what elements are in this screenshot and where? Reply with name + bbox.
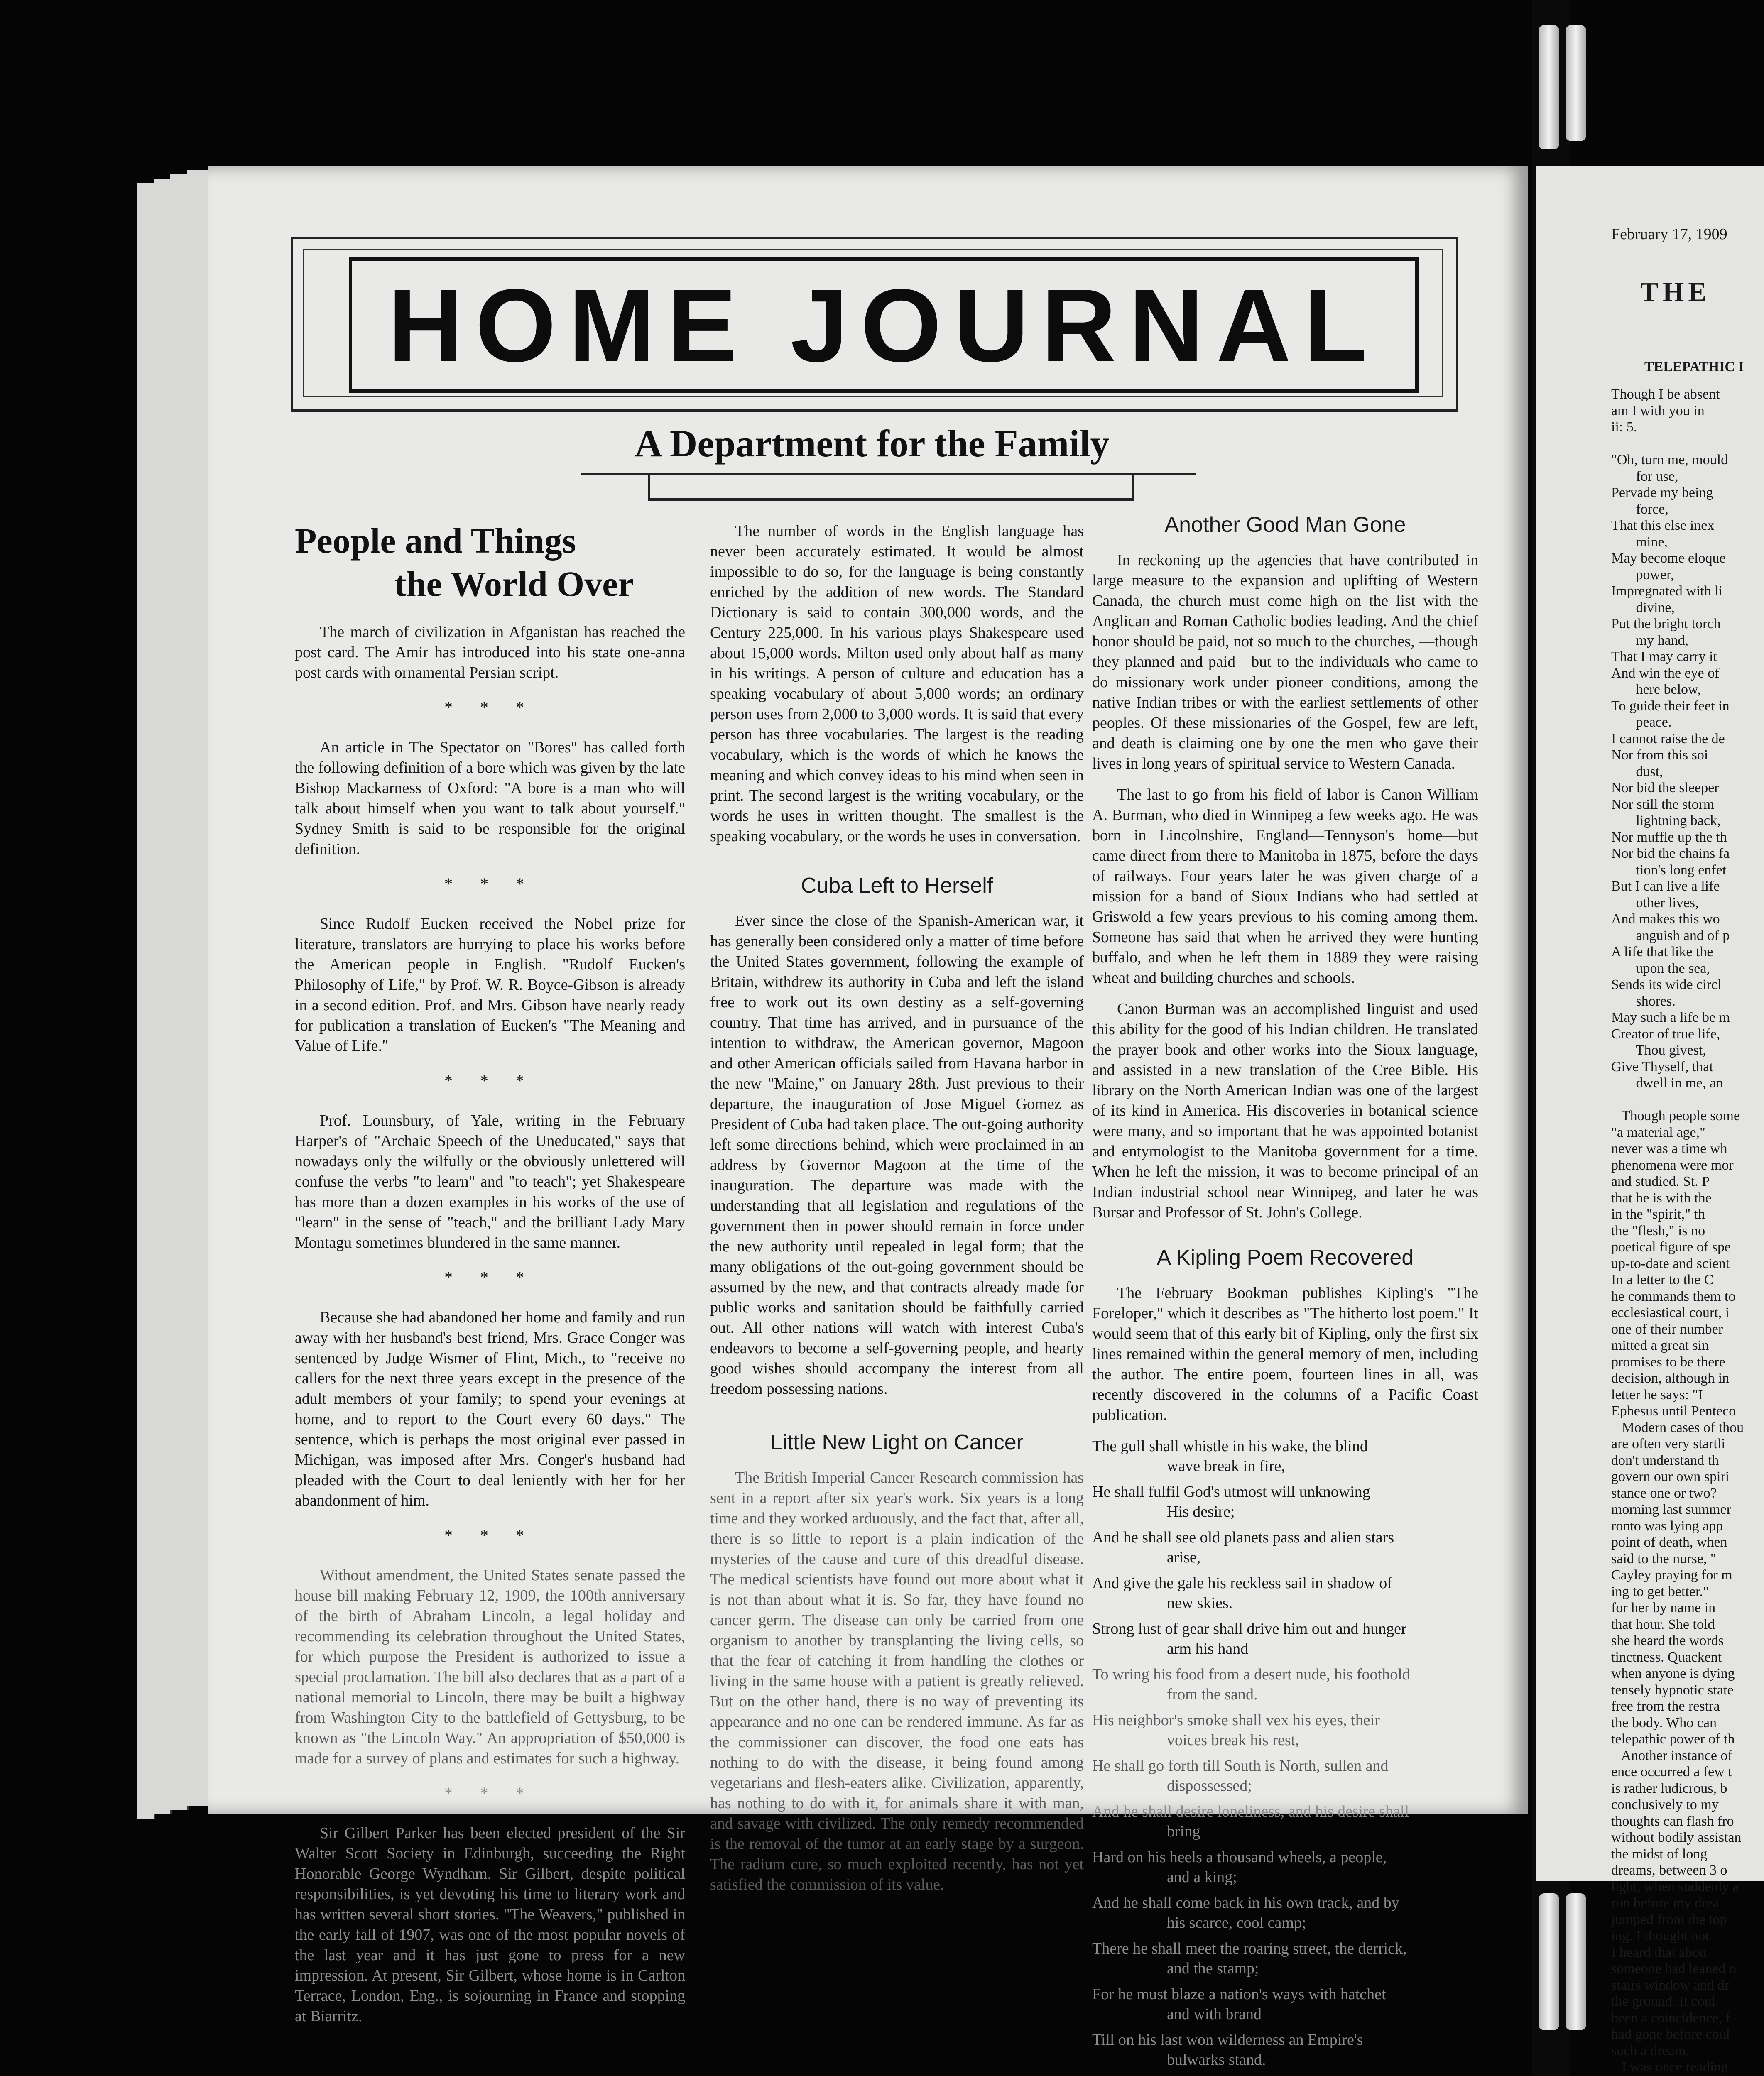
- next-page-line: I was once reading: [1611, 2059, 1728, 2075]
- next-page-line: I heard that abou: [1611, 1944, 1707, 1960]
- next-page-line: That this else inex: [1611, 518, 1715, 533]
- next-page-line: she heard the words: [1611, 1633, 1724, 1648]
- next-page-line: decision, although in: [1611, 1371, 1730, 1386]
- next-page-line: one of their number: [1611, 1321, 1723, 1337]
- next-page-line: telepathic power of th: [1611, 1731, 1735, 1747]
- next-page-line: ing to get better.": [1611, 1584, 1709, 1599]
- next-page-line: ing. I thought not: [1611, 1928, 1710, 1944]
- section-heading: [295, 519, 685, 605]
- poem-stanza-line: [1092, 1756, 1478, 1796]
- next-page-line: morning last summer: [1611, 1502, 1731, 1517]
- next-page-line: point of death, when: [1611, 1535, 1727, 1550]
- next-page-line: without bodily assistan: [1611, 1830, 1742, 1845]
- next-page-line: promises to be there: [1611, 1354, 1725, 1370]
- next-page-line: the midst of long: [1611, 1846, 1708, 1862]
- next-page-line: is rather ludicrous, b: [1611, 1780, 1727, 1796]
- poem-stanza-line: [1092, 1528, 1478, 1567]
- next-page-line: dwell in me, an: [1611, 1075, 1723, 1091]
- column-people-and-things: [295, 519, 685, 2037]
- next-page-line: peace.: [1611, 715, 1672, 730]
- next-page-line: Give Thyself, that: [1611, 1059, 1713, 1075]
- next-page-line: govern our own spiri: [1611, 1469, 1730, 1484]
- next-page-line: ronto was lying app: [1611, 1518, 1723, 1534]
- next-page-line: Ephesus until Penteco: [1611, 1403, 1736, 1419]
- next-page-line: I cannot raise the de: [1611, 731, 1725, 747]
- next-page-line: never was a time wh: [1611, 1141, 1727, 1156]
- next-page-line: Modern cases of thou: [1611, 1420, 1744, 1435]
- separator-stars: * * *: [444, 1268, 536, 1287]
- poem-line: And give the gale his reckless sail in shadow of: [1092, 1574, 1392, 1592]
- next-page-line: here below,: [1611, 682, 1701, 697]
- poem-line-continued: and the stamp;: [1167, 1960, 1259, 1977]
- next-page-line: Cayley praying for m: [1611, 1567, 1732, 1583]
- page-stack-edge: [154, 179, 172, 1814]
- poem-line-continued: from the sand.: [1167, 1686, 1258, 1703]
- section-heading-burman: Another Good Man Gone: [1164, 513, 1406, 537]
- paragraph: In reckoning up the agencies that have contributed in large measure to the expansion and uplifting of Western Canada, the church must come high on the list with the Anglican and Roman Catholic bodies leading. And the chief honor should be paid, not so much to the churches, —though they planned and paid—but to the individuals who came to do missionary work under pioneer conditions, among the native Indian tribes or with the earliest settlements of other peoples. Of these missionaries of the Gospel, few are left, and death is claiming one by one the men who gave their lives in long years of spiritual service to Western Canada.: [1092, 551, 1478, 772]
- paragraph: Prof. Lounsbury, of Yale, writing in the February Harper's of "Archaic Speech of the Uneducated," says that nowadays only the wilfully or the obviously unlettered will confuse the verbs "to learn" and "to teach"; yet Shakespeare has more than a dozen examples in his works of the use of "learn" in the sense of "teach," and the brilliant Lady Mary Montagu sometimes blundered in the same manner.: [295, 1112, 685, 1251]
- next-page-line: [1611, 436, 1744, 452]
- next-page-line: poetical figure of spe: [1611, 1239, 1731, 1255]
- separator-stars: * * *: [444, 1526, 536, 1545]
- poem-stanza-line: [1092, 1984, 1478, 2024]
- next-page-heading: THE: [1640, 277, 1711, 307]
- next-page-line: "Oh, turn me, mould: [1611, 452, 1728, 468]
- page-stack-edge: [187, 170, 209, 1806]
- poem-line: For he must blaze a nation's ways with hatchet: [1092, 1985, 1386, 2003]
- next-page-line: Creator of true life,: [1611, 1026, 1720, 1042]
- column-middle: [710, 521, 1084, 1906]
- next-page-line: don't understand th: [1611, 1452, 1719, 1468]
- next-page-line: Nor muffle up the th: [1611, 829, 1727, 845]
- next-page-line: conclusively to my: [1611, 1797, 1719, 1812]
- next-page-line: dust,: [1611, 764, 1663, 779]
- next-page-line: To guide their feet in: [1611, 698, 1730, 714]
- next-page-line: said to the nurse, ": [1611, 1551, 1716, 1567]
- next-page-line: Impregnated with li: [1611, 583, 1723, 599]
- next-page-line: phenomena were mor: [1611, 1157, 1734, 1173]
- poem-line: Hard on his heels a thousand wheels, a people,: [1092, 1848, 1387, 1866]
- next-page-line: Thou givest,: [1611, 1043, 1706, 1058]
- poem-line-continued: arise,: [1167, 1549, 1201, 1566]
- heading-line-1: People and Things: [295, 521, 576, 561]
- next-page-line: for use,: [1611, 468, 1678, 484]
- separator-stars: * * *: [444, 698, 536, 717]
- next-page-line: lightning back,: [1611, 813, 1721, 828]
- next-page-line: Another instance of: [1611, 1748, 1732, 1763]
- next-page-line: In a letter to the C: [1611, 1272, 1714, 1288]
- next-page-line: run before my drea: [1611, 1895, 1719, 1911]
- poem-line: There he shall meet the roaring street, the derrick,: [1092, 1940, 1407, 1957]
- separator-stars: * * *: [444, 1784, 536, 1802]
- poem-line-continued: arm his hand: [1167, 1640, 1249, 1657]
- next-page-line: for her by name in: [1611, 1600, 1716, 1616]
- next-page-line: the ground. It coul: [1611, 1994, 1716, 2009]
- paragraph: The British Imperial Cancer Research commission has sent in a report after six year's work. Six years is a long time and they worked arduously, and the fact that, after all, there is so little to report is a plain indication of the mysteries of the cause and cure of this dreadful disease. The medical scientists have found out more about what it is not than about what it is. So far, they have found no cancer germ. The disease can only be carried from one organism to another by transplanting the living cells, so that the fear of catching it from handling the clothes or living in the same house with a patient is greatly relieved. But on the other hand, there is no way of preventing its appearance and no one can be rendered immune. As far as the commissioner can discover, the food one eats has nothing to do with the disease, it being found among vegetarians and flesh-eaters alike. Civilization, apparently, has nothing to do with it, for animals share it with man, and savage with civilized. The only remedy recommended is the removal of the tumor at an early stage by a surgeon. The radium cure, so much exploited recently, has not yet satisfied the commission of its value.: [710, 1469, 1084, 1893]
- poem-line: Strong lust of gear shall drive him out and hunger: [1092, 1620, 1406, 1638]
- next-page-line: when anyone is dying: [1611, 1666, 1735, 1681]
- poem-line: The gull shall whistle in his wake, the blind: [1092, 1437, 1368, 1455]
- next-page-line: power,: [1611, 567, 1674, 583]
- next-page-line: such a dream.: [1611, 2043, 1689, 2059]
- page-stack-edge: [137, 183, 155, 1819]
- next-page-line: Nor still the storm: [1611, 796, 1715, 812]
- next-page-line: someone had leaned o: [1611, 1961, 1737, 1976]
- next-page-line: force,: [1611, 501, 1668, 517]
- next-page-line: tensely hypnotic state: [1611, 1682, 1734, 1698]
- next-page-line: May such a life be m: [1611, 1010, 1730, 1025]
- poem-line: His neighbor's smoke shall vex his eyes, their: [1092, 1711, 1380, 1729]
- next-page-line: stairs window and dr: [1611, 1977, 1730, 1993]
- poem-line: And he shall desire loneliness, and his desire shall: [1092, 1803, 1409, 1820]
- poem-line: He shall go forth till South is North, sullen and: [1092, 1757, 1389, 1775]
- next-page-line: tion's long enfet: [1611, 862, 1727, 878]
- column-right: [1092, 507, 1478, 2076]
- poem-line: Till on his last won wilderness an Empire's: [1092, 2031, 1363, 2049]
- next-page-line: "a material age,": [1611, 1124, 1705, 1140]
- poem-stanza-line: [1092, 1847, 1478, 1887]
- next-page-subheading: TELEPATHIC I: [1644, 359, 1744, 375]
- poem-line: To wring his food from a desert nude, his foothold: [1092, 1666, 1410, 1683]
- binding-clip: [1539, 25, 1559, 149]
- next-page-text: [1611, 386, 1744, 2076]
- next-page-line: other lives,: [1611, 895, 1699, 911]
- next-page-date: February 17, 1909: [1611, 225, 1727, 243]
- next-page-line: are often very startli: [1611, 1436, 1725, 1452]
- section-heading-cuba: Cuba Left to Herself: [801, 874, 993, 898]
- next-page-line: free from the restra: [1611, 1699, 1720, 1714]
- masthead-title: HOME JOURNAL: [388, 267, 1379, 383]
- poem-stanza-line: [1092, 1893, 1478, 1933]
- next-page-line: shores.: [1611, 993, 1676, 1009]
- next-page-line: the body. Who can: [1611, 1715, 1717, 1731]
- paragraph: The number of words in the English language has never been accurately estimated. It would be almost impossible to do so, for the language is being constantly enriched by the addition of new words. The Standard Dictionary is said to contain 300,000 words, and the Century 225,000. In his various plays Shakespeare used about 15,000 words. Milton used only about half as many in his writings. A person of culture and education has a speaking vocabulary of about 5,000 words; an ordinary person uses from 2,000 to 3,000 words. It is said that every person has three vocabularies. The largest is the reading vocabulary, which is the words of which he knows the meaning and which convey ideas to his mind when seen in print. The second largest is the writing vocabulary, or the words he uses in written thought. The smallest is the speaking vocabulary, or the words he uses in conversation.: [710, 522, 1084, 845]
- page-stack-edge: [170, 174, 189, 1810]
- next-page-line: And win the eye of: [1611, 665, 1720, 681]
- next-page-line: Though people some: [1611, 1108, 1740, 1124]
- next-page-line: May become eloque: [1611, 551, 1726, 566]
- paragraph: Since Rudolf Eucken received the Nobel prize for literature, translators are hurrying to place his works before the American people in English. "Rudolf Eucken's Philosophy of Life," by Prof. W. R. Boyce-Gibson is already in a second edition. Prof. and Mrs. Gibson have nearly ready for publication a translation of Eucken's "The Meaning and Value of Life.": [295, 915, 685, 1055]
- section-heading-cancer: Little New Light on Cancer: [770, 1430, 1024, 1454]
- next-page-line: light, when suddenly a: [1611, 1879, 1739, 1895]
- poem-stanza-line: [1092, 2030, 1478, 2070]
- next-page-line: he commands them to: [1611, 1288, 1736, 1304]
- poem-stanza-line: [1092, 1619, 1478, 1659]
- next-page-line: letter he says: "I: [1611, 1387, 1703, 1403]
- next-page-line: And makes this wo: [1611, 911, 1720, 927]
- poem-line-continued: new skies.: [1167, 1594, 1233, 1612]
- next-page-line: am I with you in: [1611, 403, 1705, 419]
- next-page-line: That I may carry it: [1611, 649, 1717, 664]
- poem-line-continued: dispossessed;: [1167, 1777, 1252, 1794]
- masthead-title-box: [349, 257, 1419, 393]
- next-page-line: Though I be absent: [1611, 387, 1720, 402]
- next-page-line: ecclesiastical court, i: [1611, 1305, 1730, 1320]
- poem-line-continued: bring: [1167, 1823, 1200, 1840]
- poem-stanza-line: [1092, 1710, 1478, 1750]
- next-page-line: [1611, 1092, 1744, 1108]
- next-page-line: Nor bid the sleeper: [1611, 780, 1719, 796]
- binding-clip: [1539, 1893, 1559, 2030]
- next-page-line: that hour. She told: [1611, 1616, 1715, 1632]
- next-page-line: and studied. St. P: [1611, 1174, 1710, 1189]
- poem-line-continued: wave break in fire,: [1167, 1457, 1285, 1475]
- next-page-line: divine,: [1611, 600, 1675, 615]
- next-page-line: that he is with the: [1611, 1190, 1712, 1206]
- kipling-poem: [1092, 1436, 1478, 2070]
- poem-line: And he shall come back in his own track, and by: [1092, 1894, 1399, 1912]
- poem-line-continued: his scarce, cool camp;: [1167, 1914, 1306, 1932]
- next-page-line: upon the sea,: [1611, 960, 1710, 976]
- poem-line-continued: and with brand: [1167, 2005, 1262, 2023]
- poem-line-continued: His desire;: [1167, 1503, 1235, 1520]
- next-page-line: Sends its wide circl: [1611, 977, 1722, 992]
- next-page-line: Nor bid the chains fa: [1611, 846, 1730, 861]
- next-page-line: thoughts can flash fro: [1611, 1813, 1734, 1829]
- section-heading-kipling: A Kipling Poem Recovered: [1156, 1246, 1414, 1270]
- poem-stanza-line: [1092, 1665, 1478, 1704]
- next-page-line: been a coincidence, f: [1611, 2010, 1730, 2026]
- masthead-subtitle: A Department for the Family: [635, 422, 1110, 465]
- next-page-line: stance one or two?: [1611, 1485, 1717, 1501]
- next-page-line: mitted a great sin: [1611, 1338, 1709, 1353]
- next-page-line: the "flesh," is no: [1611, 1223, 1705, 1239]
- next-page-line: anguish and of p: [1611, 928, 1730, 943]
- next-page-line: Nor from this soi: [1611, 747, 1708, 763]
- paragraph: The last to go from his field of labor is Canon William A. Burman, who died in Winnipeg a few weeks ago. He was born in Lincolnshire, England—Tennyson's home—but came direct from there to Manitoba in 1875, before the days of railways. Four years later he was given charge of a mission for a band of Sioux Indians who had settled at Griswold a few years previous to his coming among them. Someone has said that when he arrived they were hunting buffalo, and when he left them in 1889 they were raising wheat and building churches and schools.: [1092, 786, 1478, 987]
- next-page-line: ii: 5.: [1611, 419, 1637, 435]
- ornament-bracket: [648, 473, 1134, 501]
- binding-clip: [1566, 1893, 1586, 2030]
- next-page-line: ence occurred a few t: [1611, 1764, 1732, 1780]
- next-page-line: had gone before coul: [1611, 2027, 1730, 2042]
- poem-stanza-line: [1092, 1939, 1478, 1978]
- paragraph: Ever since the close of the Spanish-American war, it has generally been considered only a matter of time before the United States government, following the example of Britain, withdrew its authority in Cuba and left the island free to work out its own destiny as a self-governing country. That time has arrived, and in pursuance of the intention to withdraw, the American governor, Magoon and other American officials sailed from Havana harbor in the new "Maine," on January 28th. Just previous to their departure, the inauguration of Jose Miguel Gomez as President of Cuba had taken place. The out-going authority left some directions behind, which were proclaimed in an address by Governor Magoon at the time of the inauguration. The departure was made with the understanding that all legislation and regulations of the government then in power should remain in force under the new authority until repealed in legal form; that the many obligations of the out-going government should be assumed by the new, and that contracts already made for public works and sanitation should be faithfully carried out. All other nations will watch with interest Cuba's endeavors to become a self-governing people, and hearty good wishes should accompany the interest from all freedom possessing nations.: [710, 912, 1084, 1398]
- next-page-line: my hand,: [1611, 632, 1689, 648]
- poem-line-continued: bulwarks stand.: [1167, 2051, 1266, 2069]
- paragraph: The march of civilization in Afganistan has reached the post card. The Amir has introduced into his state one-anna post cards with ornamental Persian script.: [295, 623, 685, 681]
- paragraph: Because she had abandoned her home and family and run away with her husband's best friend, Mrs. Grace Conger was sentenced by Judge Wismer of Flint, Mich., to "receive no callers for the next three years except in the presence of the adult members of your family; to spend your evenings at home, and to report to the Court every 60 days." The sentence, which is perhaps the most original ever passed in Michigan, was imposed after Mrs. Conger's husband had pleaded with the Court to deal leniently with her for her abandonment of him.: [295, 1309, 685, 1509]
- next-page-line: up-to-date and scient: [1611, 1256, 1730, 1271]
- next-page-line: jumped from the top: [1611, 1912, 1727, 1927]
- next-page-line: dreams, between 3 o: [1611, 1863, 1727, 1878]
- paragraph: Sir Gilbert Parker has been elected president of the Sir Walter Scott Society in Edinburgh, succeeding the Right Honorable George Wyndham. Sir Gilbert, despite political responsibilities, is yet devoting his time to literary work and has written several short stories. "The Weavers," published in the early fall of 1907, was one of the most popular novels of the last year and it has just gone to press for a new impression. At present, Sir Gilbert, whose home is in Carlton Terrace, London, Eng., is sojourning in France and stopping at Biarritz.: [295, 1824, 685, 2025]
- separator-stars: * * *: [444, 1071, 536, 1090]
- next-page-line: in the "spirit," th: [1611, 1207, 1705, 1222]
- paragraph: An article in The Spectator on "Bores" has called forth the following definition of a bore which was given by the late Bishop Mackarness of Oxford: "A bore is a man who will talk about himself when you want to talk about yourself." Sydney Smith is said to be responsible for the original definition.: [295, 739, 685, 858]
- poem-line-continued: and a king;: [1167, 1868, 1237, 1886]
- next-page-line: mine,: [1611, 534, 1668, 550]
- poem-line-continued: voices break his rest,: [1167, 1731, 1299, 1749]
- next-page-line: But I can live a life: [1611, 879, 1720, 894]
- poem-stanza-line: [1092, 1482, 1478, 1522]
- poem-stanza-line: [1092, 1802, 1478, 1841]
- poem-stanza-line: [1092, 1573, 1478, 1613]
- heading-line-2: the World Over: [394, 564, 634, 604]
- paragraph: Without amendment, the United States senate passed the house bill making February 12, 1909, the 100th anniversary of the birth of Abraham Lincoln, a legal holiday and recommending its celebration throughout the United States, for which purpose the President is authorized to issue a special proclamation. The bill also declares that as a part of a national memorial to Lincoln, there may be built a highway from Washington City to the battlefield of Gettysburg, to be known as "the Lincoln Way." An appropriation of $50,000 is made for a survey of plans and estimates for such a highway.: [295, 1567, 685, 1767]
- poem-line: He shall fulfil God's utmost will unknowing: [1092, 1483, 1370, 1501]
- next-page-line: Put the bright torch: [1611, 616, 1721, 632]
- paragraph: The February Bookman publishes Kipling's "The Foreloper," which it describes as "The hitherto lost poem." It would seem that of this early bit of Kipling, only the first six lines remained within the general memory of men, including the author. The entire poem, fourteen lines in all, was recently discovered in the columns of a Pacific Coast publication.: [1092, 1284, 1478, 1424]
- binding-clip: [1566, 25, 1586, 141]
- separator-stars: * * *: [444, 874, 536, 893]
- next-page-line: Pervade my being: [1611, 485, 1713, 500]
- next-page-line: tinctness. Quackent: [1611, 1649, 1722, 1665]
- poem-stanza-line: [1092, 1436, 1478, 1476]
- paragraph: Canon Burman was an accomplished linguist and used this ability for the good of his Indian children. He translated the prayer book and other works into the Sioux language, and assisted in a new translation of the Cree Bible. His library on the North American Indian was one of the largest of its kind in America. His discoveries in botanical science were many, and so important that he was appointed botanist and entymologist to the Manitoba government for a time. When he left the mission, it was to become principal of an Indian industrial school near Winnipeg, and later he was Bursar and Professor of St. John's College.: [1092, 1000, 1478, 1221]
- next-page-line: A life that like the: [1611, 944, 1713, 960]
- poem-line: And he shall see old planets pass and alien stars: [1092, 1529, 1394, 1546]
